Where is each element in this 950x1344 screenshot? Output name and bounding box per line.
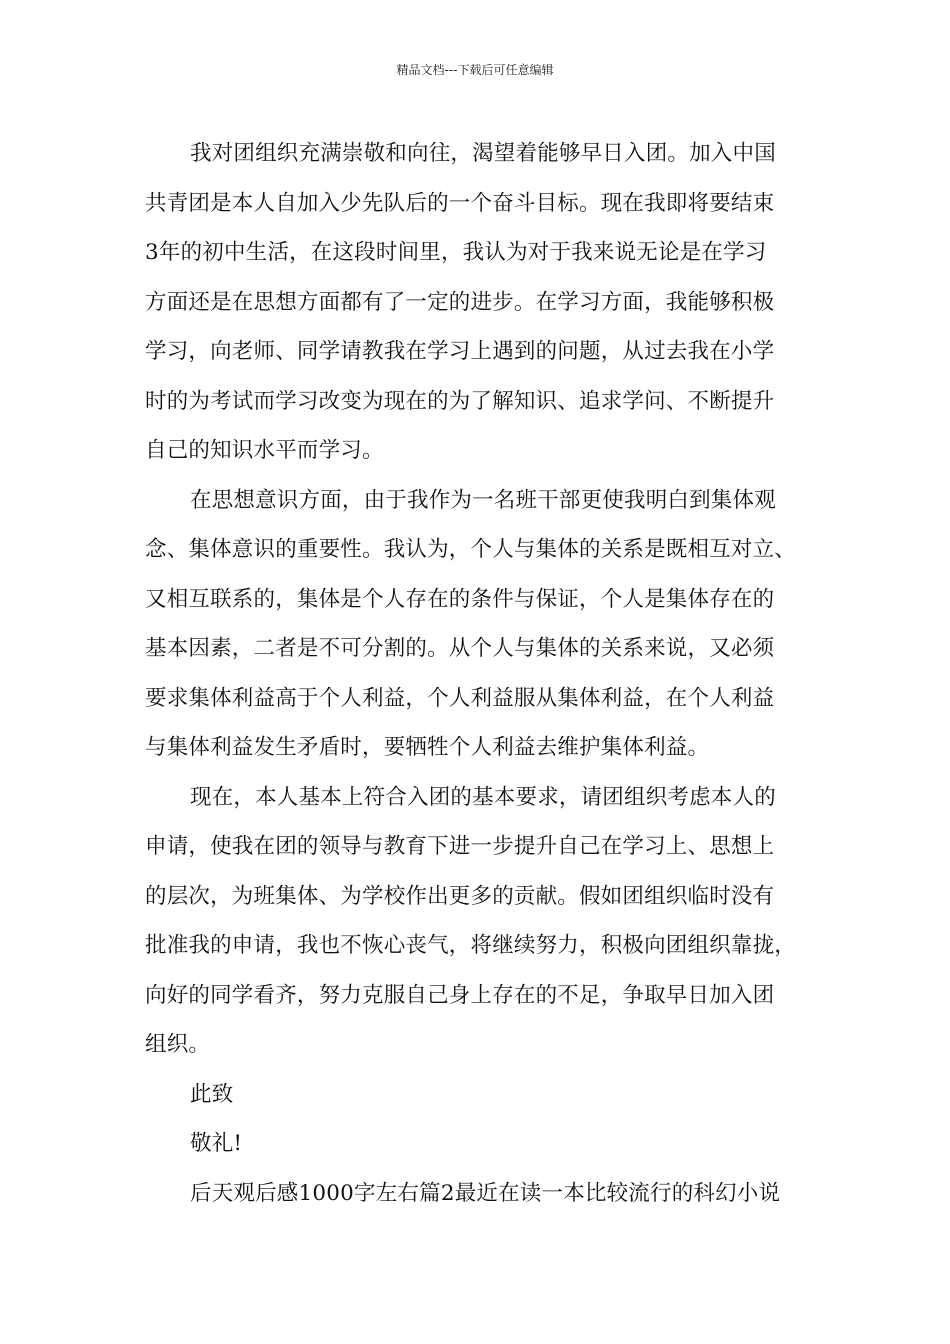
paragraph-line: 申请，使我在团的领导与教育下进一步提升自己在学习上、思想上 <box>145 834 775 859</box>
paragraph-2 <box>145 476 825 773</box>
paragraph-line: 时的为考试而学习改变为现在的为了解知识、追求学问、不断提升 <box>145 388 775 414</box>
paragraph-line: 批准我的申请，我也不恢心丧气，将继续努力，积极向团组织靠拢， <box>145 933 797 958</box>
next-section <box>145 1169 825 1219</box>
page-header: 精品文档---下载后可任意编辑 <box>396 63 554 77</box>
paragraph-line: 向好的同学看齐，努力克服自己身上存在的不足，争取早日加入团 <box>145 982 775 1008</box>
paragraph-line: 基本因素，二者是不可分割的。从个人与集体的关系来说，又必须 <box>145 636 775 661</box>
document-body <box>145 129 825 1218</box>
closing-regards: 敬礼! <box>190 1131 243 1156</box>
paragraph-line: 念、集体意识的重要性。我认为，个人与集体的关系是既相互对立、 <box>145 537 797 562</box>
paragraph-line: 自己的知识水平而学习。 <box>145 438 384 463</box>
paragraph-line: 3年的初中生活，在这段时间里，我认为对于我来说无论是在学习 <box>145 240 767 265</box>
paragraph-1 <box>145 129 825 476</box>
paragraph-line: 方面还是在思想方面都有了一定的进步。在学习方面，我能够积极 <box>145 289 775 315</box>
paragraph-line: 在思想意识方面，由于我作为一名班干部更使我明白到集体观 <box>190 487 776 513</box>
paragraph-line: 组织。 <box>145 1032 211 1057</box>
paragraph-line: 现在，本人基本上符合入团的基本要求，请团组织考虑本人的 <box>190 784 776 810</box>
paragraph-line: 我对团组织充满崇敬和向往，渴望着能够早日入团。加入中国 <box>190 141 776 166</box>
closing-salutation: 此致 <box>190 1081 234 1107</box>
paragraph-line: 共青团是本人自加入少先队后的一个奋斗目标。现在我即将要结束 <box>145 190 775 216</box>
paragraph-line: 学习，向老师、同学请教我在学习上遇到的问题，从过去我在小学 <box>145 339 775 364</box>
paragraph-3 <box>145 773 825 1070</box>
paragraph-line: 要求集体利益高于个人利益，个人利益服从集体利益，在个人利益 <box>145 685 775 711</box>
paragraph-line: 又相互联系的，集体是个人存在的条件与保证，个人是集体存在的 <box>145 586 775 612</box>
next-section-line: 后天观后感1000字左右篇2最近在读一本比较流行的科幻小说 <box>190 1180 781 1206</box>
paragraph-line: 与集体利益发生矛盾时，要牺牲个人利益去维护集体利益。 <box>145 735 710 760</box>
closing <box>145 1070 825 1169</box>
paragraph-line: 的层次，为班集体、为学校作出更多的贡献。假如团组织临时没有 <box>145 883 775 909</box>
